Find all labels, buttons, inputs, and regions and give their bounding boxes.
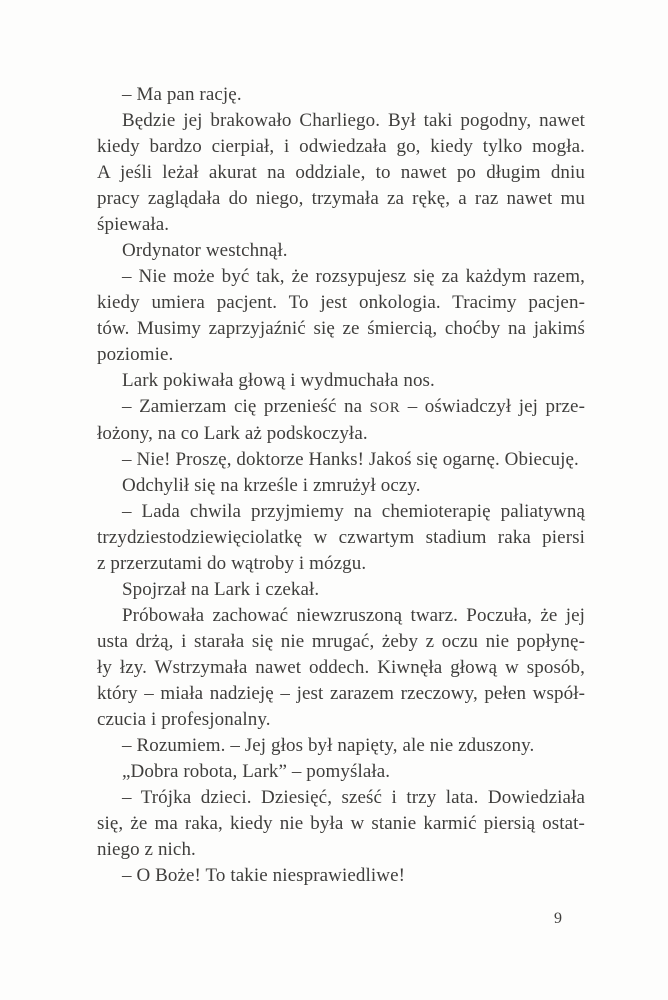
text-line: się, że ma raka, kiedy nie była w stanie karmić piersią ostat- xyxy=(97,813,585,834)
text-line: Lark pokiwała głową i wydmuchała nos. xyxy=(122,370,435,391)
text-line: ły łzy. Wstrzymała nawet oddech. Kiwnęła głową w sposób, xyxy=(97,657,585,678)
text-line: – Nie! Proszę, doktorze Hanks! Jakoś się ogarnę. Obiecuję. xyxy=(122,449,579,470)
text-line: Ordynator westchnął. xyxy=(122,240,288,261)
text-line: – O Boże! To takie niesprawiedliwe! xyxy=(122,865,406,886)
text-line: śpiewała. xyxy=(97,214,170,235)
text-line: – Nie może być tak, że rozsypujesz się za każdym razem, xyxy=(122,266,585,287)
text-line: pracy zaglądała do niego, trzymała za rękę, a raz nawet mu xyxy=(97,188,585,209)
text-line: – Zamierzam cię przenieść na SOR – oświadczył jej prze- xyxy=(122,396,585,417)
text-line: Spojrzał na Lark i czekał. xyxy=(122,579,320,600)
text-line: – Ma pan rację. xyxy=(122,84,242,105)
small-caps-abbreviation: SOR xyxy=(369,400,401,416)
page-number: 9 xyxy=(554,910,562,927)
text-line: poziomie. xyxy=(97,344,174,365)
text-line: – Trójka dzieci. Dziesięć, sześć i trzy lata. Dowiedziała xyxy=(122,787,585,808)
text-line: czucia i profesjonalny. xyxy=(97,709,271,730)
text-line: tów. Musimy zaprzyjaźnić się ze śmiercią, choćby na jakimś xyxy=(97,318,585,339)
text-line: niego z nich. xyxy=(97,839,196,860)
text-line: – Lada chwila przyjmiemy na chemioterapię paliatywną xyxy=(122,501,585,522)
text-line: Będzie jej brakowało Charliego. Był taki pogodny, nawet xyxy=(122,110,585,131)
text-line: – Rozumiem. – Jej głos był napięty, ale nie zduszony. xyxy=(122,735,535,756)
text-line: A jeśli leżał akurat na oddziale, to nawet po długim dniu xyxy=(97,162,585,183)
text-line: z przerzutami do wątroby i mózgu. xyxy=(97,553,367,574)
text-line: kiedy umiera pacjent. To jest onkologia. Tracimy pacjen- xyxy=(97,292,585,313)
text-line: który – miała nadzieję – jest zarazem rzeczowy, pełen współ- xyxy=(97,683,585,704)
text-line: Odchylił się na krześle i zmrużył oczy. xyxy=(122,475,421,496)
page-text-block xyxy=(97,82,585,889)
text-line: kiedy bardzo cierpiał, i odwiedzała go, kiedy tylko mogła. xyxy=(97,136,585,157)
text-line: łożony, na co Lark aż podskoczyła. xyxy=(97,423,368,444)
text-line: „Dobra robota, Lark” – pomyślała. xyxy=(122,761,391,782)
text-line: trzydziestodziewięciolatkę w czwartym stadium raka piersi xyxy=(97,527,585,548)
text-line: usta drżą, i starała się nie mrugać, żeby z oczu nie popłynę- xyxy=(97,631,585,652)
text-line: Próbowała zachować niewzruszoną twarz. Poczuła, że jej xyxy=(122,605,585,626)
